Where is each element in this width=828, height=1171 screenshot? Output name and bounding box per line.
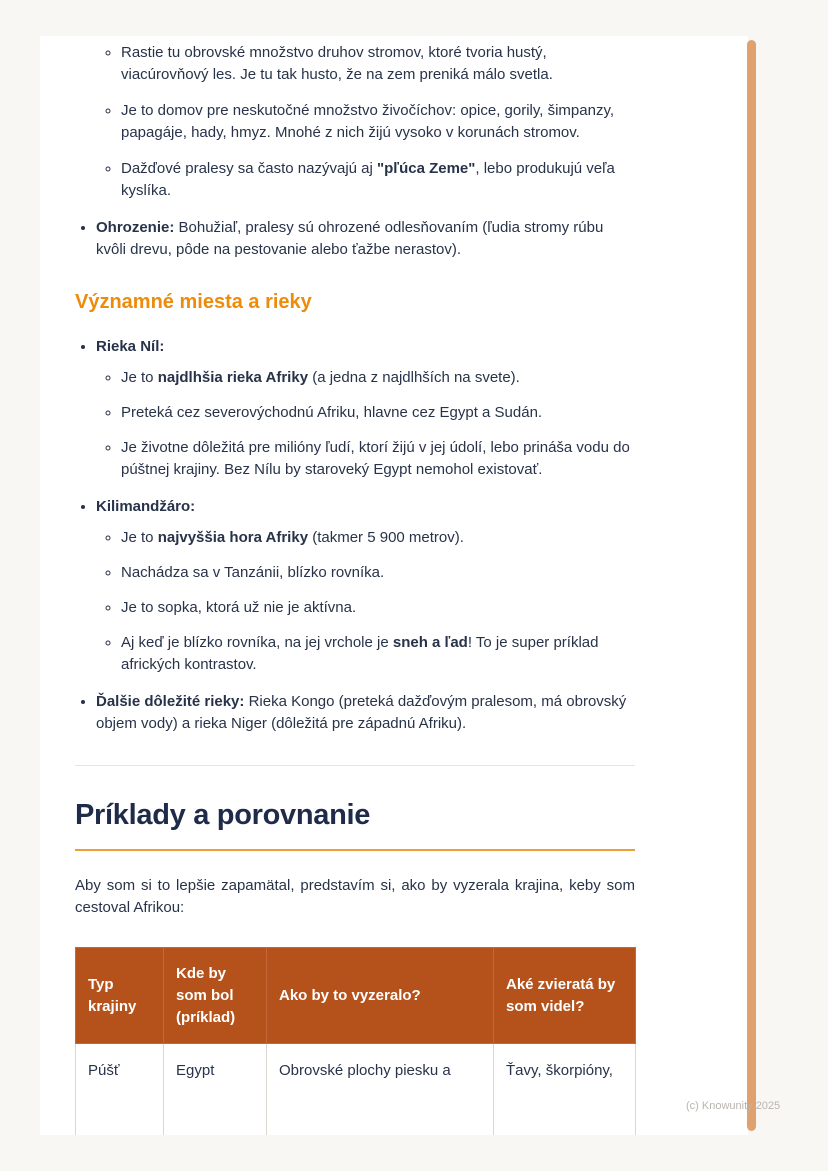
document-page <box>40 36 748 1135</box>
list-item-other-rivers <box>96 691 635 735</box>
list-item-text: Preteká cez severovýchodnú Afriku, hlavne cez Egypt a Sudán. <box>121 403 543 421</box>
bold-text: najvyššia hora Afriky <box>157 529 309 547</box>
rainforest-facts-list <box>75 42 635 202</box>
list-item-text: Je to <box>121 368 158 386</box>
list-item <box>121 527 635 549</box>
table-cell: Egypt <box>164 1044 267 1135</box>
list-item-text: Je životne dôležitá pre milióny ľudí, ktorí žijú v jej údolí, lebo prináša vodu do púštnej krajiny. Bez Nílu by staroveký Egypt nemohol existovať. <box>121 438 630 478</box>
list-item-text: Je to sopka, ktorá už nie je aktívna. <box>121 599 357 617</box>
watermark-text: (c) Knowunity 2025 <box>686 1100 781 1112</box>
list-item-text: , lebo produkujú veľa kyslíka. <box>121 160 615 200</box>
table-cell: Obrovské plochy piesku a <box>267 1044 494 1135</box>
list-item <box>121 100 635 144</box>
list-item <box>121 437 635 481</box>
list-item-text: Rieka Kongo (preteká dažďovým pralesom, má obrovský objem vody) a rieka Niger (dôležitá pre západnú Afriku). <box>96 693 627 733</box>
list-item-text: Aj keď je blízko rovníka, na jej vrchole je <box>121 634 393 652</box>
list-item-text: (takmer 5 900 metrov). <box>308 529 464 547</box>
table-header-cell-where: Kde by som bol (príklad) <box>164 948 267 1044</box>
document-content <box>75 36 635 1135</box>
list-item-text: (a jedna z najdlhších na svete). <box>308 368 520 386</box>
bold-label: Rieka Níl: <box>96 337 165 355</box>
nile-sublist <box>96 367 635 481</box>
list-item-text: Je to <box>121 529 158 547</box>
examples-intro-paragraph: Aby som si to lepšie zapamätal, predstavím si, ako by vyzerala krajina, keby som cestoval Afrikou: <box>75 877 635 917</box>
list-item-nile <box>96 336 635 481</box>
table-body <box>76 1044 636 1135</box>
list-item <box>96 217 635 261</box>
list-item <box>121 367 635 389</box>
table-header-cell-look: Ako by to vyzeralo? <box>267 948 494 1044</box>
list-item <box>121 597 635 619</box>
table-header-cell-animals: Aké zvieratá by som videl? <box>494 948 636 1044</box>
list-item-text: Je to domov pre neskutočné množstvo živočíchov: opice, gorily, šimpanzy, papagáje, hady, hmyz. Mnohé z nich žijú vysoko v korunách stromov. <box>121 102 615 142</box>
main-heading-examples: Príklady a porovnanie <box>75 794 635 851</box>
bold-text: "pľúca Zeme" <box>377 160 476 178</box>
table-cell: Ťavy, škorpióny, <box>494 1044 636 1135</box>
list-item-text: Dažďové pralesy sa často nazývajú aj <box>121 160 378 178</box>
section-heading-places: Významné miesta a rieky <box>75 291 312 314</box>
list-item-text: Nachádza sa v Tanzánii, blízko rovníka. <box>121 564 385 582</box>
list-item-text: Rastie tu obrovské množstvo druhov stromov, ktoré tvoria hustý, viacúrovňový les. Je tu tak husto, že na zem preniká málo svetla. <box>121 44 553 84</box>
section-divider <box>75 765 635 766</box>
bold-label: Kilimandžáro: <box>96 498 196 515</box>
table-cell: Púšť <box>76 1044 164 1135</box>
places-list <box>75 336 635 736</box>
bold-label: Ohrozenie: <box>96 219 175 237</box>
threat-list <box>75 217 635 261</box>
list-item-kilimanjaro <box>96 496 635 676</box>
bold-text: najdlhšia rieka Afriky <box>157 368 309 386</box>
bold-label: Ďalšie dôležité rieky: <box>96 693 245 711</box>
list-item-text: ! To je super príklad afrických kontrastov. <box>121 634 599 674</box>
kilimanjaro-sublist <box>96 527 635 676</box>
table-row <box>76 1044 636 1135</box>
scroll-indicator[interactable] <box>747 40 756 1131</box>
table-header-cell-type: Typ krajiny <box>76 948 164 1044</box>
table-header <box>76 948 636 1044</box>
list-item <box>121 402 635 424</box>
list-item-text: Bohužiaľ, pralesy sú ohrozené odlesňovaním (ľudia stromy rúbu kvôli drevu, pôde na pestovanie alebo ťažbe nerastov). <box>96 219 604 259</box>
list-item <box>121 562 635 584</box>
comparison-table <box>75 947 636 1135</box>
list-item <box>121 632 635 676</box>
table-header-row <box>76 948 636 1044</box>
list-item <box>121 158 635 202</box>
list-item <box>121 42 635 86</box>
bold-text: sneh a ľad <box>392 634 468 652</box>
